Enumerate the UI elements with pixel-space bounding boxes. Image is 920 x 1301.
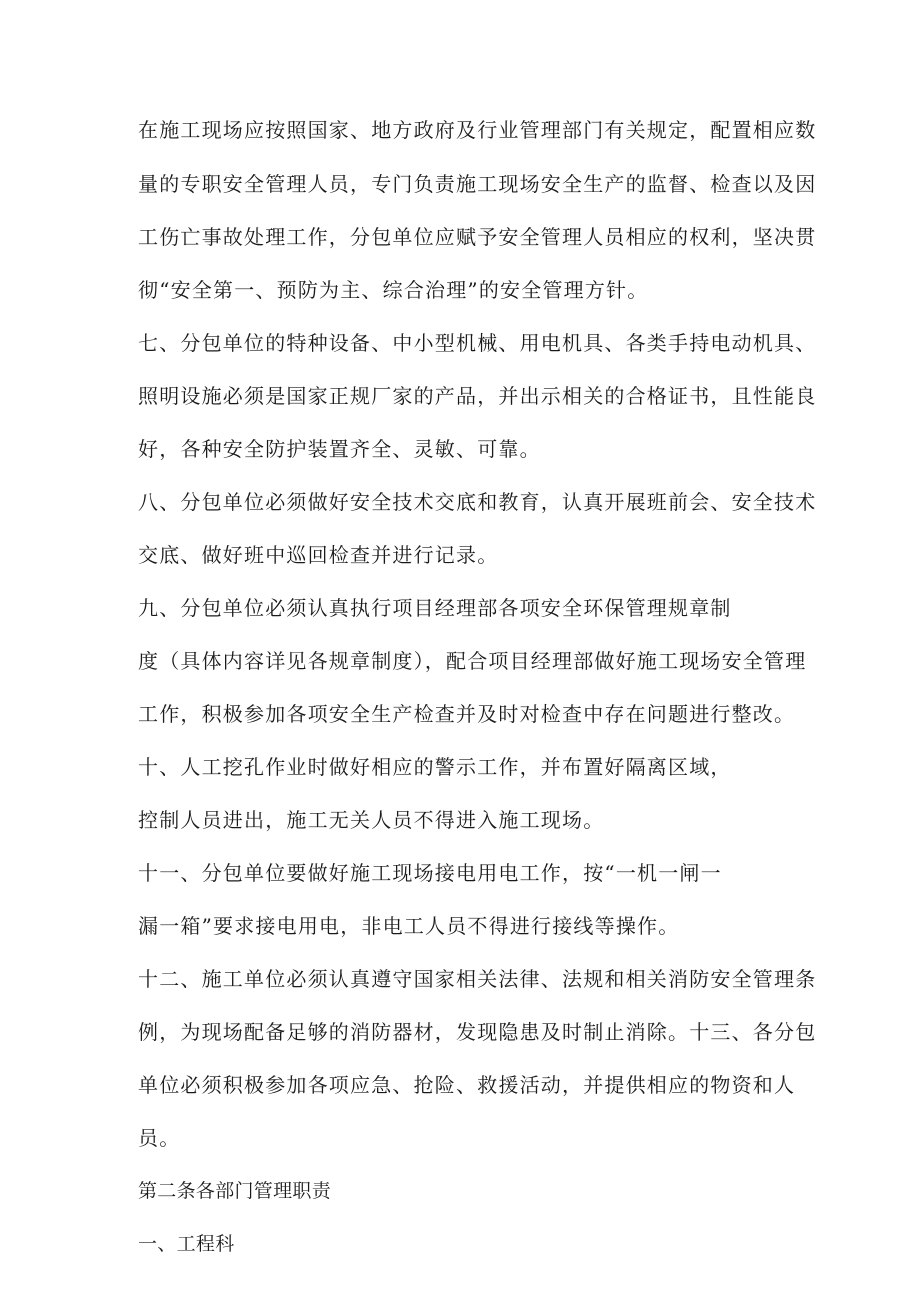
- paragraph-line: 交底、做好班中巡回检查并进行记录。: [138, 543, 499, 567]
- paragraph-line: 单位必须积极参加各项应急、抢险、救援活动，并提供相应的物资和人: [138, 1073, 796, 1097]
- paragraph-line: 十一、分包单位要做好施工现场接电用电工作，按“一机一闸一: [138, 861, 722, 885]
- subsection-heading: 一、工程科: [138, 1233, 235, 1255]
- paragraph-line: 十二、施工单位必须认真遵守国家相关法律、法规和相关消防安全管理条: [138, 967, 817, 991]
- paragraph-line: 度（具体内容详见各规章制度），配合项目经理部做好施工现场安全管理: [138, 649, 807, 673]
- paragraph-line: 工伤亡事故处理工作，分包单位应赋予安全管理人员相应的权利，坚决贯: [138, 225, 817, 249]
- paragraph-line: 例，为现场配备足够的消防器材，发现隐患及时制止消除。十三、各分包: [138, 1020, 817, 1044]
- paragraph-line: 量的专职安全管理人员，专门负责施工现场安全生产的监督、检查以及因: [138, 172, 817, 196]
- paragraph-line: 照明设施必须是国家正规厂家的产品，并出示相关的合格证书，且性能良: [138, 384, 817, 408]
- paragraph-line: 在施工现场应按照国家、地方政府及行业管理部门有关规定，配置相应数: [138, 118, 817, 142]
- paragraph-line: 控制人员进出，施工无关人员不得进入施工现场。: [138, 808, 605, 832]
- paragraph-line: 七、分包单位的特种设备、中小型机械、用电机具、各类手持电动机具、: [138, 331, 817, 355]
- section-heading: 第二条各部门管理职责: [138, 1180, 332, 1202]
- paragraph-line: 好，各种安全防护装置齐全、灵敏、可靠。: [138, 437, 541, 461]
- paragraph-line: 十、人工挖孔作业时做好相应的警示工作，并布置好隔离区域，: [138, 755, 732, 779]
- paragraph-line: 员。: [138, 1126, 181, 1150]
- paragraph-line: 彻“安全第一、预防为主、综合治理”的安全管理方针。: [138, 278, 649, 302]
- paragraph-line: 工作，积极参加各项安全生产检查并及时对检查中存在问题进行整改。: [138, 702, 796, 726]
- paragraph-line: 八、分包单位必须做好安全技术交底和教育，认真开展班前会、安全技术: [138, 490, 817, 514]
- paragraph-line: 漏一箱”要求接电用电，非电工人员不得进行接线等操作。: [138, 914, 680, 938]
- paragraph-line: 九、分包单位必须认真执行项目经理部各项安全环保管理规章制: [138, 596, 732, 620]
